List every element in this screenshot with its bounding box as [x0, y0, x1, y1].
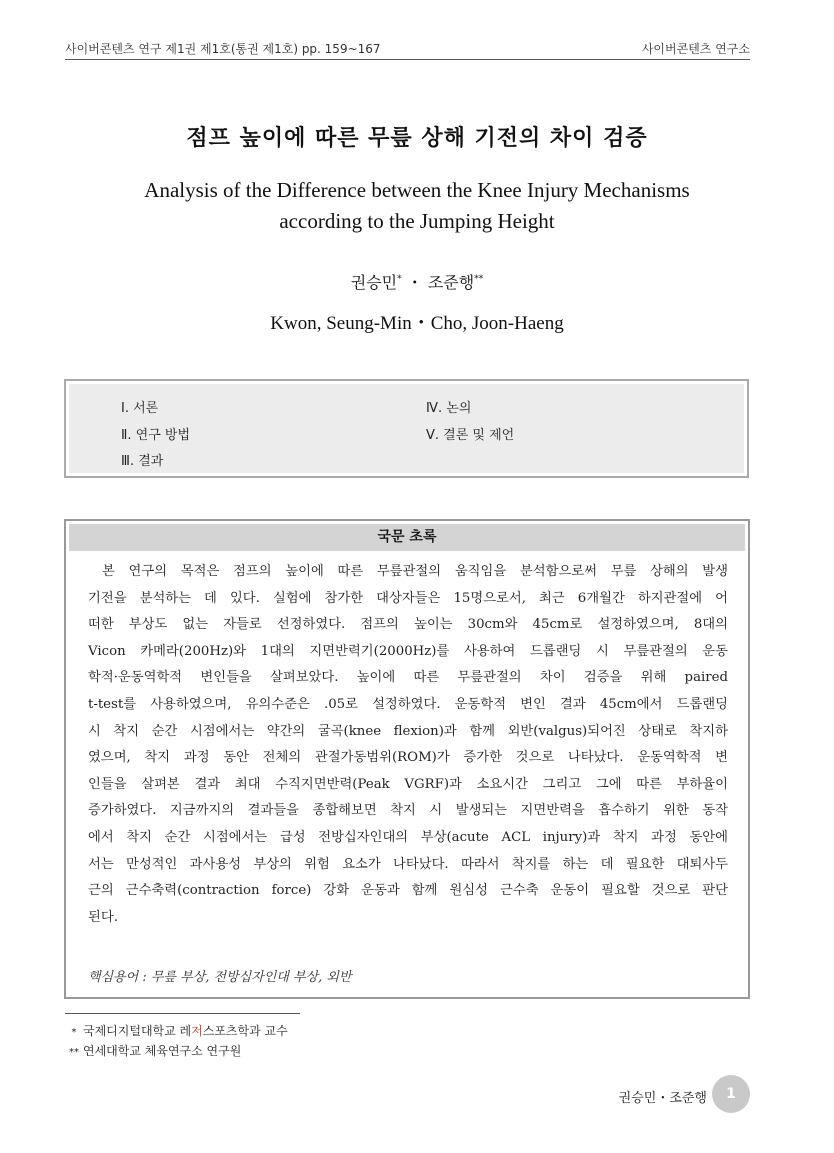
abstract-line: 서는 만성적인 과사용성 부상의 위험 요소가 나타났다. 따라서 착지를 하는 데 필요한 대퇴사두: [88, 856, 728, 872]
authors-english: Kwon, Seung-Min・Cho, Joon-Haeng: [270, 313, 564, 334]
author-first-mark: *: [397, 274, 402, 285]
abstract-line: 인들을 살펴본 결과 최대 수직지면반력(Peak VGRF)과 소요시간 그리고 그에 따른 부하율이: [88, 776, 728, 792]
toc-item-results: Ⅲ. 결과: [121, 454, 164, 469]
abstract-line: 된다.: [88, 909, 118, 925]
footnote-affiliation: 연세대학교 체육연구소 연구원: [83, 1044, 242, 1058]
footnote-divider: [65, 1013, 300, 1014]
toc-panel: [69, 384, 744, 473]
abstract-line: 였으며, 착지 과정 동안 전체의 관절가동범위(ROM)가 증가한 것으로 나타났다. 운동역학적 변: [88, 750, 728, 766]
abstract-line: 기전을 분석하는 데 있다. 실험에 참가한 대상자들은 15명으로서, 최근 6개월간 하지관절에 어: [88, 590, 728, 606]
author-separator: ・: [406, 273, 423, 292]
title-english-line2: according to the Jumping Height: [279, 209, 555, 233]
footnote-mark: **: [69, 1047, 79, 1058]
abstract-line: 근의 근수축력(contraction force) 강화 운동과 함께 원심성 근수축 운동이 필요할 것으로 판단: [88, 883, 728, 899]
header-divider: [65, 59, 750, 60]
author-second-mark: **: [474, 274, 484, 285]
footnote-second-author: [65, 1042, 241, 1059]
abstract-line: t-test를 사용하였으며, 유의수준은 .05로 설정하였다. 운동학적 변인 결과 45cm에서 드롭랜딩: [88, 696, 728, 712]
abstract-heading: 국문 초록: [69, 524, 745, 551]
footnote-affiliation-part: 스포츠학과 교수: [202, 1024, 288, 1038]
toc-item-introduction: Ⅰ. 서론: [121, 401, 159, 416]
toc-item-conclusion: Ⅴ. 결론 및 제언: [426, 428, 515, 443]
footnote-mark: *: [71, 1027, 77, 1038]
toc-item-discussion: Ⅳ. 논의: [426, 401, 472, 416]
journal-citation: 사이버콘텐츠 연구 제1권 제1호(통권 제1호) pp. 159~167: [65, 42, 381, 56]
keywords: 핵심용어 : 무릎 부상, 전방십자인대 부상, 외반: [88, 970, 352, 985]
title-english: [65, 175, 769, 237]
publisher-name: 사이버콘텐츠 연구소: [641, 42, 750, 56]
toc-item-methods: Ⅱ. 연구 방법: [121, 428, 191, 443]
author-second-korean: 조준행: [427, 273, 475, 292]
footnote-highlight: 저: [191, 1024, 203, 1038]
abstract-line: 에서 착지 순간 시점에서는 급성 전방십자인대의 부상(acute ACL injury)과 착지 과정 동안에: [88, 829, 728, 845]
title-korean: 점프 높이에 따른 무릎 상해 기전의 차이 검증: [186, 125, 648, 151]
author-first-korean: 권승민: [350, 273, 398, 292]
abstract-line: Vicon 카메라(200Hz)와 1대의 지면반력기(2000Hz)를 사용하여 드롭랜딩 시 무릎관절의 운동: [88, 643, 728, 659]
korean-abstract: [64, 519, 750, 999]
abstract-body: [88, 559, 728, 931]
footnote-first-author: [65, 1022, 288, 1039]
abstract-line: 시 착지 순간 시점에서는 약간의 굴곡(knee flexion)과 함께 외반(valgus)되어진 상태로 착지하: [88, 723, 728, 739]
table-of-contents: [64, 379, 749, 478]
abstract-line: 떠한 부상도 없는 자들로 선정하였다. 점프의 높이는 30cm와 45cm로 설정하였으며, 8대의: [88, 617, 728, 633]
page-number-badge: 1: [712, 1075, 750, 1113]
footer-authors: 권승민・조준행: [618, 1091, 707, 1106]
title-english-line1: Analysis of the Difference between the Knee Injury Mechanisms: [144, 178, 690, 202]
abstract-line: 본 연구의 목적은 점프의 높이에 따른 무릎관절의 움직임을 분석함으로써 무릎 상해의 발생: [102, 564, 728, 579]
authors-korean: [0, 270, 834, 293]
abstract-line: 학적·운동역학적 변인들을 살펴보았다. 높이에 따른 무릎관절의 차이 검증을 위해 paired: [88, 670, 728, 686]
abstract-line: 증가하였다. 지금까지의 결과들을 종합해보면 착지 시 발생되는 지면반력을 흡수하기 위한 동작: [88, 803, 728, 819]
footnote-affiliation-part: 국제디지털대학교 레: [83, 1024, 192, 1038]
